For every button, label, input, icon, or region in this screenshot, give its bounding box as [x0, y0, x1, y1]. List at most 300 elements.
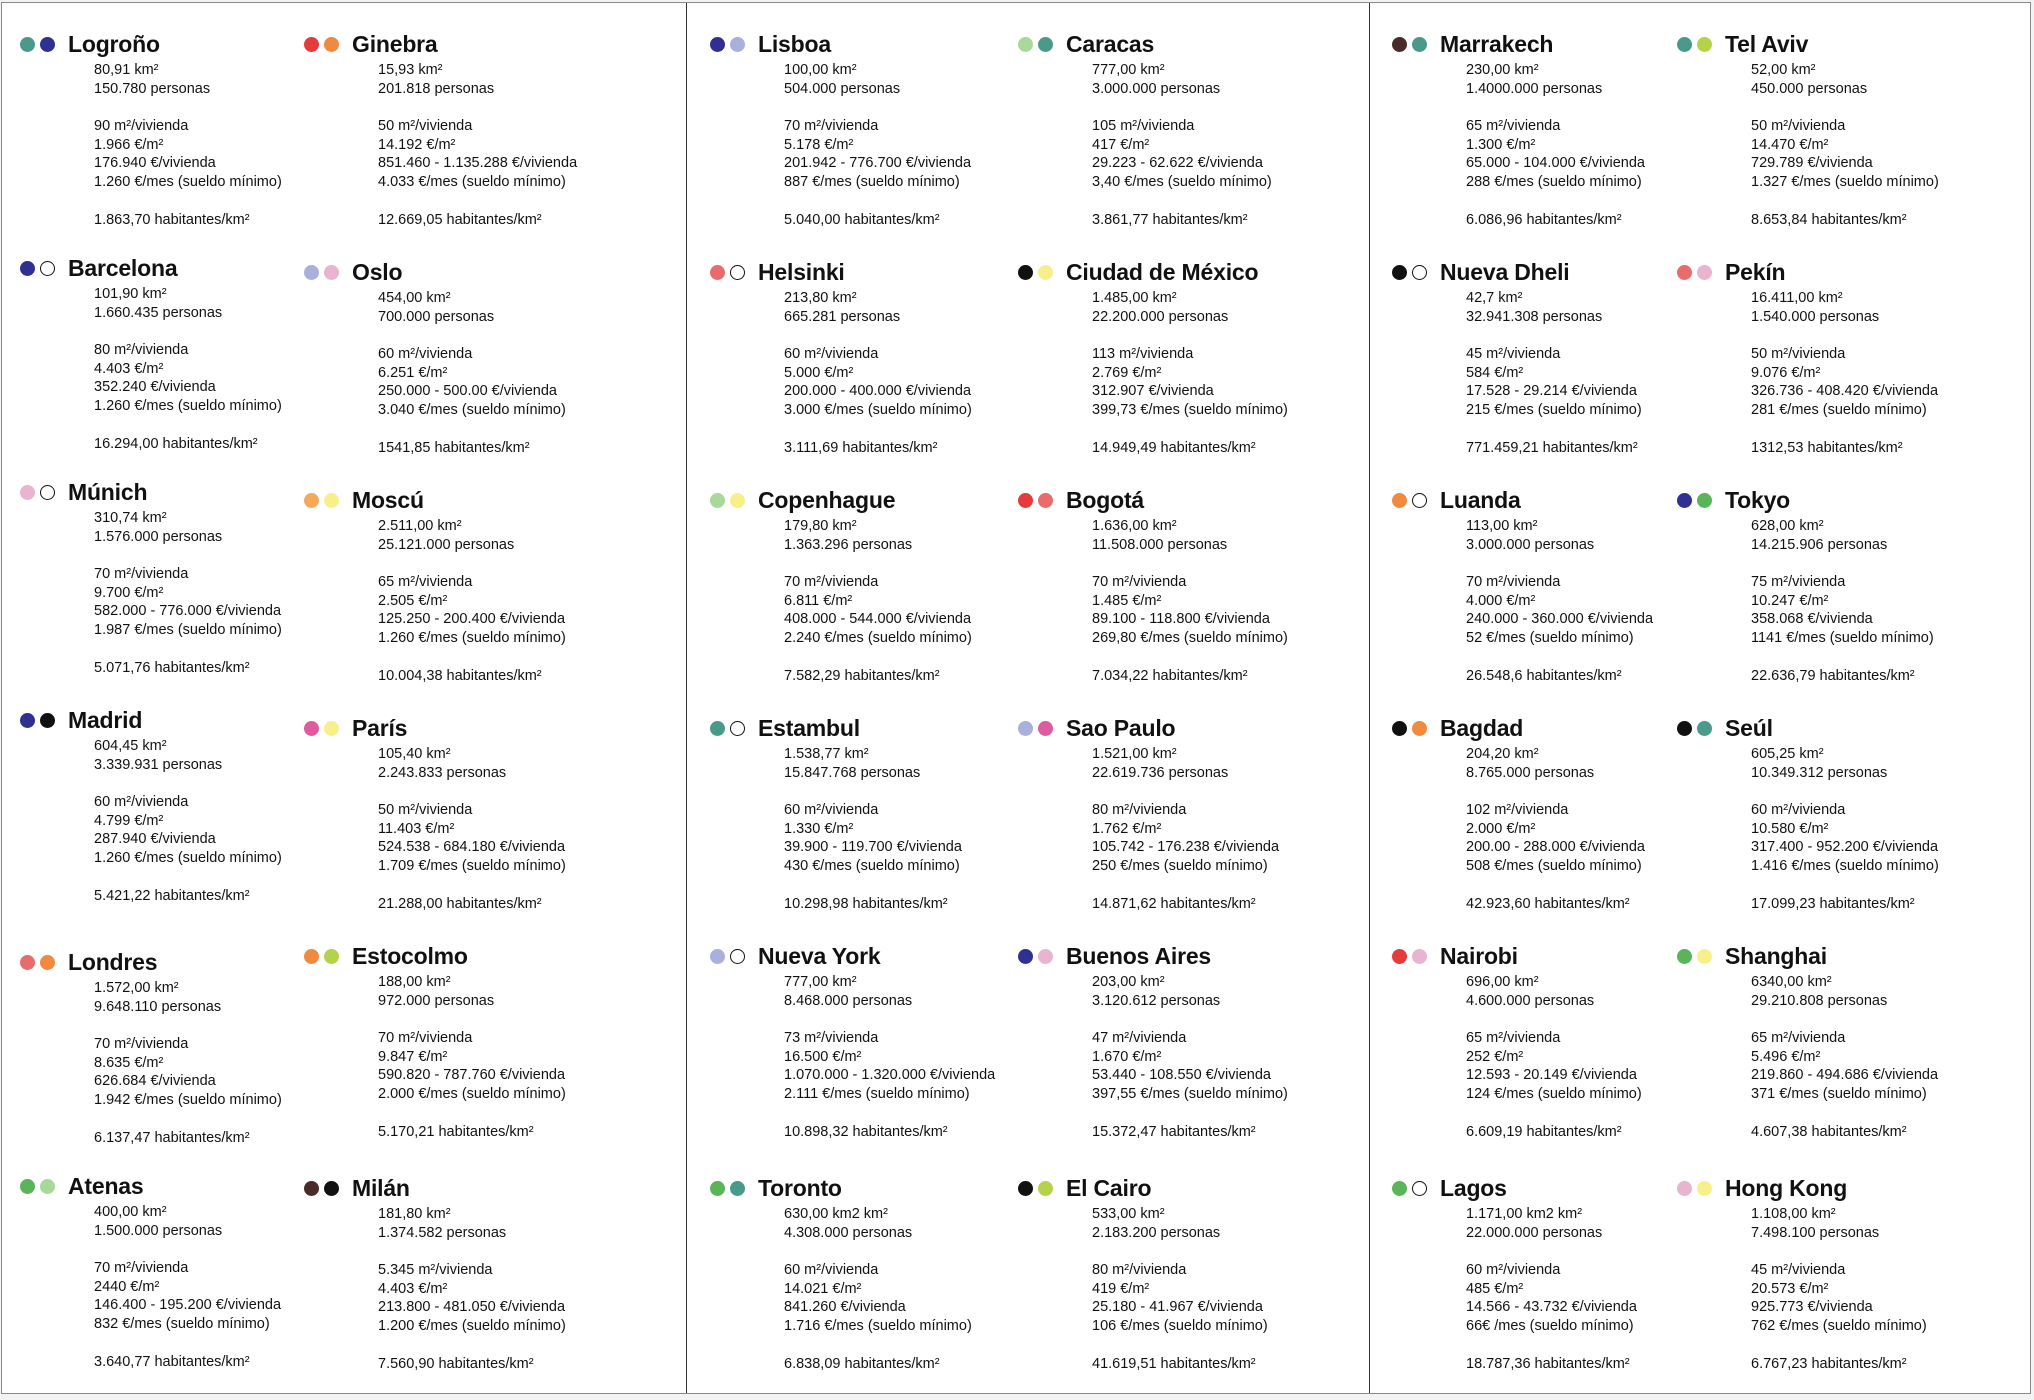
city-name: Copenhague	[758, 487, 896, 513]
spacer	[1466, 876, 1645, 895]
population-value: 8.765.000 personas	[1466, 764, 1595, 781]
area-value: 2.511,00 km²	[378, 518, 462, 534]
area-value: 113,00 km²	[1466, 518, 1538, 534]
price-per-m2-value: 6.251 €/m²	[378, 364, 448, 381]
density-value: 41.619,51 habitantes/km²	[1092, 1355, 1256, 1372]
area-value: 204,20 km²	[1466, 746, 1539, 762]
price-per-m2-value: 4.403 €/m²	[378, 1280, 448, 1297]
column-divider-1	[686, 3, 687, 1393]
spacer	[784, 420, 972, 439]
spacer	[94, 1240, 281, 1259]
color-dot-icon	[1697, 1181, 1712, 1196]
city-stats	[1751, 289, 1938, 457]
color-dot-icon	[1412, 949, 1427, 964]
area-value: 1.572,00 km²	[94, 980, 179, 996]
spacer	[378, 192, 577, 211]
density-value: 12.669,05 habitantes/km²	[378, 211, 542, 228]
spacer	[94, 98, 282, 117]
color-dot-icon	[1697, 37, 1712, 52]
home-size-value: 50 m²/vivienda	[1751, 118, 1846, 135]
price-per-m2-value: 9.700 €/m²	[94, 584, 164, 601]
home-size-value: 65 m²/vivienda	[1751, 1030, 1846, 1047]
density-value: 21.288,00 habitantes/km²	[378, 895, 542, 912]
city-stats	[1092, 1205, 1268, 1373]
city-stats	[378, 745, 566, 913]
population-value: 10.349.312 personas	[1751, 764, 1888, 781]
city-stats	[1751, 973, 1938, 1141]
city-name: Estambul	[758, 715, 860, 741]
density-value: 3.640,77 habitantes/km²	[94, 1353, 250, 1370]
home-price-value: 200.000 - 400.000 €/vivienda	[784, 383, 972, 400]
price-per-m2-value: 1.762 €/m²	[1092, 820, 1162, 837]
city-name: Nueva Dheli	[1440, 259, 1570, 285]
spacer	[378, 420, 566, 439]
minimum-wage-value: 397,55 €/mes (sueldo mínimo)	[1092, 1086, 1288, 1103]
spacer	[378, 876, 566, 895]
spacer	[784, 1010, 995, 1029]
city-name: Caracas	[1066, 31, 1155, 57]
color-dot-icon	[1392, 37, 1407, 52]
home-price-value: 287.940 €/vivienda	[94, 831, 216, 848]
spacer	[1092, 1104, 1288, 1123]
area-value: 777,00 km²	[784, 974, 857, 990]
color-dots	[1018, 949, 1053, 966]
color-dots	[304, 949, 339, 966]
area-value: 100,00 km²	[784, 62, 857, 78]
home-size-value: 70 m²/vivienda	[1092, 574, 1187, 591]
spacer	[1466, 192, 1645, 211]
population-value: 201.818 personas	[378, 80, 495, 97]
color-dots	[1392, 265, 1427, 282]
home-size-value: 50 m²/vivienda	[1751, 346, 1846, 363]
price-per-m2-value: 10.247 €/m²	[1751, 592, 1829, 609]
city-stats	[378, 973, 566, 1141]
color-dot-icon	[1677, 721, 1692, 736]
home-price-value: 352.240 €/vivienda	[94, 379, 216, 396]
price-per-m2-value: 4.403 €/m²	[94, 360, 164, 377]
minimum-wage-value: 52 €/mes (sueldo mínimo)	[1466, 630, 1634, 647]
spacer	[1466, 782, 1645, 801]
population-value: 14.215.906 personas	[1751, 536, 1888, 553]
spacer	[1751, 326, 1938, 345]
area-value: 533,00 km²	[1092, 1206, 1165, 1222]
population-value: 32.941.308 personas	[1466, 308, 1603, 325]
minimum-wage-value: 4.033 €/mes (sueldo mínimo)	[378, 174, 566, 191]
area-value: 1.521,00 km²	[1092, 746, 1177, 762]
color-dots	[710, 37, 745, 54]
price-per-m2-value: 1.670 €/m²	[1092, 1048, 1162, 1065]
minimum-wage-value: 399,73 €/mes (sueldo mínimo)	[1092, 402, 1288, 419]
color-dots	[1677, 37, 1712, 54]
spacer	[1751, 192, 1939, 211]
city-stats	[1751, 1205, 1927, 1373]
city-name: Tokyo	[1725, 487, 1791, 513]
home-price-value: 201.942 - 776.700 €/vivienda	[784, 155, 972, 172]
area-value: 179,80 km²	[784, 518, 857, 534]
home-price-value: 408.000 - 544.000 €/vivienda	[784, 611, 972, 628]
color-dots	[1392, 493, 1427, 510]
spacer	[1092, 420, 1288, 439]
color-dot-icon	[324, 721, 339, 736]
spacer	[1466, 98, 1645, 117]
minimum-wage-value: 250 €/mes (sueldo mínimo)	[1092, 858, 1268, 875]
spacer	[1466, 554, 1653, 573]
home-size-value: 90 m²/vivienda	[94, 118, 189, 135]
price-per-m2-value: 5.496 €/m²	[1751, 1048, 1821, 1065]
spacer	[1092, 192, 1272, 211]
home-size-value: 5.345 m²/vivienda	[378, 1262, 493, 1279]
city-stats	[94, 1203, 281, 1371]
minimum-wage-value: 215 €/mes (sueldo mínimo)	[1466, 402, 1642, 419]
population-value: 9.648.110 personas	[94, 998, 222, 1015]
home-size-value: 70 m²/vivienda	[784, 574, 879, 591]
home-price-value: 14.566 - 43.732 €/vivienda	[1466, 1299, 1637, 1316]
price-per-m2-value: 14.470 €/m²	[1751, 136, 1829, 153]
home-size-value: 45 m²/vivienda	[1751, 1262, 1846, 1279]
color-dot-icon	[1412, 1181, 1427, 1196]
spacer	[378, 554, 566, 573]
color-dot-icon	[1038, 37, 1053, 52]
city-name: Londres	[68, 949, 158, 975]
spacer	[784, 1104, 995, 1123]
spacer	[784, 192, 971, 211]
color-dots	[20, 37, 55, 54]
price-per-m2-value: 1.485 €/m²	[1092, 592, 1162, 609]
city-name: Hong Kong	[1725, 1175, 1848, 1201]
color-dot-icon	[710, 721, 725, 736]
home-price-value: 240.000 - 360.000 €/vivienda	[1466, 611, 1654, 628]
home-size-value: 105 m²/vivienda	[1092, 118, 1195, 135]
price-per-m2-value: 10.580 €/m²	[1751, 820, 1829, 837]
minimum-wage-value: 1.416 €/mes (sueldo mínimo)	[1751, 858, 1939, 875]
area-value: 454,00 km²	[378, 290, 451, 306]
city-name: Buenos Aires	[1066, 943, 1212, 969]
color-dots	[710, 721, 745, 738]
color-dot-icon	[1018, 265, 1033, 280]
home-size-value: 50 m²/vivienda	[378, 802, 473, 819]
density-value: 6.767,23 habitantes/km²	[1751, 1355, 1907, 1372]
home-price-value: 590.820 - 787.760 €/vivienda	[378, 1067, 566, 1084]
minimum-wage-value: 1.716 €/mes (sueldo mínimo)	[784, 1318, 972, 1335]
city-name: Madrid	[68, 707, 143, 733]
color-dots	[1392, 721, 1427, 738]
population-value: 1.576.000 personas	[94, 528, 223, 545]
city-stats	[94, 509, 282, 677]
city-name: Moscú	[352, 487, 424, 513]
home-price-value: 176.940 €/vivienda	[94, 155, 216, 172]
color-dot-icon	[1018, 721, 1033, 736]
density-value: 22.636,79 habitantes/km²	[1751, 667, 1915, 684]
color-dot-icon	[1697, 721, 1712, 736]
color-dot-icon	[304, 949, 319, 964]
color-dot-icon	[1018, 37, 1033, 52]
spacer	[1751, 1336, 1927, 1355]
color-dot-icon	[1038, 493, 1053, 508]
city-name: Barcelona	[68, 255, 178, 281]
column-divider-2	[1369, 3, 1370, 1393]
color-dot-icon	[1412, 721, 1427, 736]
city-name: Sao Paulo	[1066, 715, 1176, 741]
color-dots	[1677, 721, 1712, 738]
price-per-m2-value: 9.076 €/m²	[1751, 364, 1821, 381]
spacer	[94, 1334, 281, 1353]
density-value: 1312,53 habitantes/km²	[1751, 439, 1903, 456]
minimum-wage-value: 1.260 €/mes (sueldo mínimo)	[94, 850, 282, 867]
price-per-m2-value: 2.769 €/m²	[1092, 364, 1162, 381]
city-stats	[1466, 973, 1642, 1141]
spacer	[1466, 1010, 1642, 1029]
price-per-m2-value: 4.799 €/m²	[94, 812, 164, 829]
color-dot-icon	[20, 261, 35, 276]
population-value: 665.281 personas	[784, 308, 901, 325]
price-per-m2-value: 11.403 €/m²	[378, 820, 455, 837]
minimum-wage-value: 281 €/mes (sueldo mínimo)	[1751, 402, 1927, 419]
area-value: 105,40 km²	[378, 746, 451, 762]
price-per-m2-value: 584 €/m²	[1466, 364, 1524, 381]
color-dot-icon	[1697, 949, 1712, 964]
price-per-m2-value: 14.021 €/m²	[784, 1280, 862, 1297]
population-value: 22.200.000 personas	[1092, 308, 1229, 325]
city-stats	[1751, 61, 1939, 229]
color-dot-icon	[40, 37, 55, 52]
area-value: 1.538,77 km²	[784, 746, 869, 762]
color-dot-icon	[304, 1181, 319, 1196]
population-value: 1.500.000 personas	[94, 1222, 223, 1239]
spacer	[1466, 1336, 1637, 1355]
price-per-m2-value: 5.000 €/m²	[784, 364, 854, 381]
density-value: 42.923,60 habitantes/km²	[1466, 895, 1630, 912]
home-size-value: 70 m²/vivienda	[1466, 574, 1561, 591]
price-per-m2-value: 20.573 €/m²	[1751, 1280, 1829, 1297]
minimum-wage-value: 1.709 €/mes (sueldo mínimo)	[378, 858, 566, 875]
area-value: 42,7 km²	[1466, 290, 1523, 306]
home-price-value: 89.100 - 118.800 €/vivienda	[1092, 611, 1270, 628]
color-dot-icon	[730, 265, 745, 280]
area-value: 16.411,00 km²	[1751, 290, 1843, 306]
color-dot-icon	[20, 37, 35, 52]
density-value: 7.560,90 habitantes/km²	[378, 1355, 534, 1372]
color-dots	[1018, 1181, 1053, 1198]
spacer	[378, 98, 577, 117]
color-dots	[304, 265, 339, 282]
color-dot-icon	[1038, 721, 1053, 736]
population-value: 15.847.768 personas	[784, 764, 921, 781]
population-value: 972.000 personas	[378, 992, 495, 1009]
population-value: 150.780 personas	[94, 80, 211, 97]
population-value: 25.121.000 personas	[378, 536, 515, 553]
density-value: 771.459,21 habitantes/km²	[1466, 439, 1638, 456]
density-value: 10.898,32 habitantes/km²	[784, 1123, 948, 1140]
area-value: 604,45 km²	[94, 738, 167, 754]
density-value: 1541,85 habitantes/km²	[378, 439, 530, 456]
home-size-value: 60 m²/vivienda	[784, 346, 879, 363]
color-dot-icon	[1018, 493, 1033, 508]
home-size-value: 75 m²/vivienda	[1751, 574, 1846, 591]
color-dot-icon	[304, 37, 319, 52]
minimum-wage-value: 1141 €/mes (sueldo mínimo)	[1751, 630, 1934, 647]
color-dots	[304, 37, 339, 54]
color-dot-icon	[304, 721, 319, 736]
spacer	[94, 1110, 282, 1129]
area-value: 400,00 km²	[94, 1204, 167, 1220]
spacer	[378, 1336, 566, 1355]
density-value: 5.071,76 habitantes/km²	[94, 659, 250, 676]
home-size-value: 73 m²/vivienda	[784, 1030, 879, 1047]
minimum-wage-value: 66€ /mes (sueldo mínimo)	[1466, 1318, 1634, 1335]
color-dot-icon	[730, 1181, 745, 1196]
color-dots	[20, 955, 55, 972]
density-value: 26.548,6 habitantes/km²	[1466, 667, 1622, 684]
price-per-m2-value: 419 €/m²	[1092, 1280, 1150, 1297]
home-size-value: 65 m²/vivienda	[1466, 1030, 1561, 1047]
city-stats	[784, 61, 971, 229]
area-value: 181,80 km²	[378, 1206, 451, 1222]
spacer	[1751, 782, 1939, 801]
color-dots	[1392, 949, 1427, 966]
home-size-value: 60 m²/vivienda	[378, 346, 473, 363]
population-value: 3.000.000 personas	[1092, 80, 1221, 97]
city-stats	[1466, 745, 1645, 913]
city-stats	[94, 737, 282, 905]
home-price-value: 65.000 - 104.000 €/vivienda	[1466, 155, 1645, 172]
spacer	[1466, 420, 1642, 439]
color-dot-icon	[1038, 1181, 1053, 1196]
home-price-value: 729.789 €/vivienda	[1751, 155, 1873, 172]
city-stats	[784, 289, 972, 457]
city-stats	[94, 61, 282, 229]
color-dots	[1392, 1181, 1427, 1198]
home-price-value: 250.000 - 500.00 €/vivienda	[378, 383, 557, 400]
color-dots	[304, 721, 339, 738]
density-value: 18.787,36 habitantes/km²	[1466, 1355, 1630, 1372]
area-value: 777,00 km²	[1092, 62, 1165, 78]
home-price-value: 12.593 - 20.149 €/vivienda	[1466, 1067, 1637, 1084]
area-value: 101,90 km²	[94, 286, 167, 302]
color-dot-icon	[1677, 949, 1692, 964]
home-size-value: 65 m²/vivienda	[378, 574, 473, 591]
population-value: 3.339.931 personas	[94, 756, 223, 773]
price-per-m2-value: 6.811 €/m²	[784, 592, 853, 609]
color-dot-icon	[40, 485, 55, 500]
spacer	[94, 322, 282, 341]
price-per-m2-value: 2.000 €/m²	[1466, 820, 1536, 837]
home-price-value: 851.460 - 1.135.288 €/vivienda	[378, 155, 578, 172]
minimum-wage-value: 2.240 €/mes (sueldo mínimo)	[784, 630, 972, 647]
color-dots	[1018, 493, 1053, 510]
color-dot-icon	[1392, 265, 1407, 280]
spacer	[94, 416, 282, 435]
color-dot-icon	[710, 1181, 725, 1196]
city-name: Bogotá	[1066, 487, 1145, 513]
spacer	[1092, 1010, 1288, 1029]
color-dots	[20, 261, 55, 278]
spacer	[784, 98, 971, 117]
color-dot-icon	[1677, 493, 1692, 508]
spacer	[784, 326, 972, 345]
density-value: 3.111,69 habitantes/km²	[784, 439, 938, 456]
area-value: 80,91 km²	[94, 62, 159, 78]
city-name: Pekín	[1725, 259, 1786, 285]
price-per-m2-value: 14.192 €/m²	[378, 136, 456, 153]
home-price-value: 39.900 - 119.700 €/vivienda	[784, 839, 962, 856]
city-name: Luanda	[1440, 487, 1521, 513]
spacer	[1092, 554, 1288, 573]
spacer	[94, 640, 282, 659]
city-name: Bagdad	[1440, 715, 1524, 741]
color-dot-icon	[304, 493, 319, 508]
population-value: 1.374.582 personas	[378, 1224, 507, 1241]
city-stats	[1751, 745, 1939, 913]
price-per-m2-value: 16.500 €/m²	[784, 1048, 862, 1065]
density-value: 10.298,98 habitantes/km²	[784, 895, 948, 912]
price-per-m2-value: 2.505 €/m²	[378, 592, 448, 609]
city-stats	[784, 973, 995, 1141]
city-stats	[94, 285, 282, 453]
color-dot-icon	[304, 265, 319, 280]
spacer	[94, 546, 282, 565]
population-value: 3.120.612 personas	[1092, 992, 1221, 1009]
spacer	[94, 1016, 282, 1035]
minimum-wage-value: 1.260 €/mes (sueldo mínimo)	[378, 630, 566, 647]
city-name: Ciudad de México	[1066, 259, 1259, 285]
spacer	[1751, 1242, 1927, 1261]
area-value: 1.171,00 km2 km²	[1466, 1206, 1583, 1222]
home-price-value: 312.907 €/vivienda	[1092, 383, 1214, 400]
spacer	[784, 1242, 972, 1261]
home-size-value: 80 m²/vivienda	[94, 342, 189, 359]
city-stats	[378, 1205, 566, 1373]
spacer	[1092, 98, 1272, 117]
spacer	[1751, 1010, 1938, 1029]
city-name: Múnich	[68, 479, 148, 505]
color-dots	[1677, 493, 1712, 510]
city-name: París	[352, 715, 408, 741]
density-value: 7.034,22 habitantes/km²	[1092, 667, 1248, 684]
minimum-wage-value: 371 €/mes (sueldo mínimo)	[1751, 1086, 1927, 1103]
population-value: 2.183.200 personas	[1092, 1224, 1221, 1241]
color-dot-icon	[1677, 265, 1692, 280]
density-value: 16.294,00 habitantes/km²	[94, 435, 258, 452]
spacer	[1092, 648, 1288, 667]
home-size-value: 47 m²/vivienda	[1092, 1030, 1187, 1047]
home-size-value: 60 m²/vivienda	[94, 794, 189, 811]
spacer	[1466, 326, 1642, 345]
population-value: 22.000.000 personas	[1466, 1224, 1603, 1241]
home-size-value: 102 m²/vivienda	[1466, 802, 1569, 819]
minimum-wage-value: 106 €/mes (sueldo mínimo)	[1092, 1318, 1268, 1335]
population-value: 700.000 personas	[378, 308, 495, 325]
minimum-wage-value: 2.111 €/mes (sueldo mínimo)	[784, 1086, 970, 1103]
price-per-m2-value: 4.000 €/m²	[1466, 592, 1536, 609]
color-dots	[710, 949, 745, 966]
city-stats	[378, 517, 566, 685]
spacer	[1466, 648, 1653, 667]
color-dot-icon	[20, 713, 35, 728]
city-name: Tel Aviv	[1725, 31, 1809, 57]
city-stats	[1092, 745, 1279, 913]
area-value: 1.108,00 km²	[1751, 1206, 1836, 1222]
spacer	[94, 192, 282, 211]
population-value: 1.660.435 personas	[94, 304, 223, 321]
minimum-wage-value: 887 €/mes (sueldo mínimo)	[784, 174, 960, 191]
density-value: 14.949,49 habitantes/km²	[1092, 439, 1256, 456]
spacer	[1466, 1242, 1637, 1261]
area-value: 188,00 km²	[378, 974, 451, 990]
color-dots	[304, 493, 339, 510]
color-dots	[1018, 265, 1053, 282]
density-value: 8.653,84 habitantes/km²	[1751, 211, 1907, 228]
color-dot-icon	[710, 949, 725, 964]
